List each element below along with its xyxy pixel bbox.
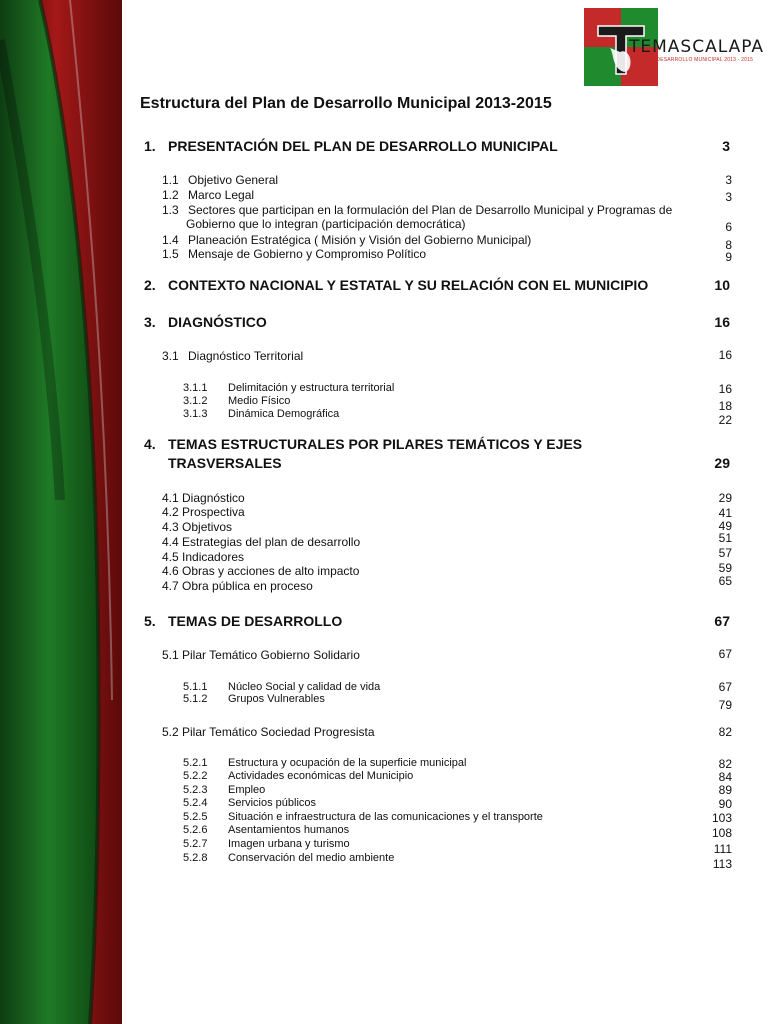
- toc-page-number: 3: [725, 190, 732, 204]
- toc-page-number: 16: [718, 382, 732, 396]
- toc-page-number: 90: [718, 797, 732, 811]
- toc-item-1-2[interactable]: [162, 188, 702, 203]
- toc-item-number: 5.2.2: [183, 770, 208, 782]
- toc-page-number: 51: [718, 531, 732, 545]
- toc-item-1-1[interactable]: [162, 173, 702, 188]
- temascalapa-logo: [584, 8, 764, 86]
- toc-page-number: 18: [718, 399, 732, 413]
- toc-item-4-1[interactable]: [162, 491, 702, 506]
- toc-section-number: 1.: [144, 138, 156, 154]
- toc-item-title: Conservación del medio ambiente: [228, 852, 395, 864]
- toc-item-4-3[interactable]: [162, 520, 702, 535]
- toc-item-1-4[interactable]: [162, 233, 702, 248]
- toc-section-title: TEMAS DE DESARROLLO: [168, 613, 343, 629]
- toc-item-number: 1.3: [162, 203, 179, 217]
- toc-section-title: TEMAS ESTRUCTURALES POR PILARES TEMÁTICOS Y EJES: [168, 436, 583, 452]
- toc-item-number: 5.1.2: [183, 693, 208, 705]
- toc-item-number: 5.2.6: [183, 824, 208, 836]
- toc-item-number: 3.1.2: [183, 395, 208, 407]
- toc-page-number: 29: [718, 491, 732, 505]
- toc-page-number: 3: [722, 138, 730, 154]
- toc-item-3-1[interactable]: [162, 349, 702, 364]
- toc-item-3-1-1[interactable]: [183, 382, 683, 395]
- toc-item-number: 5.2.1: [183, 757, 208, 769]
- toc-item-5-1[interactable]: [162, 648, 702, 663]
- toc-item-title: Situación e infraestructura de las comunicaciones y el transporte: [228, 811, 543, 823]
- toc-item-title: Imagen urbana y turismo: [228, 838, 350, 850]
- toc-item-title: Sectores que participan en la formulación del Plan de Desarrollo Municipal y Programas de: [188, 203, 673, 217]
- toc-section-title: PRESENTACIÓN DEL PLAN DE DESARROLLO MUNICIPAL: [168, 138, 558, 154]
- toc-page-number: 59: [718, 561, 732, 575]
- toc-page-number: 49: [718, 519, 732, 533]
- toc-item-1-3[interactable]: [162, 203, 702, 233]
- logo-text: TEMASCALAPA: [629, 37, 764, 57]
- toc-page-number: 79: [718, 698, 732, 712]
- toc-page-number: 111: [713, 842, 732, 856]
- toc-section-number: 4.: [144, 436, 156, 452]
- toc-item-number: 3.1.1: [183, 382, 208, 394]
- toc-item-title: 4.5 Indicadores: [162, 550, 245, 564]
- toc-page-number: 113: [712, 857, 732, 871]
- toc-item-title: Estructura y ocupación de la superficie municipal: [228, 757, 467, 769]
- toc-item-title: Objetivo General: [188, 173, 279, 187]
- toc-item-3-1-3[interactable]: [183, 408, 683, 421]
- toc-item-5-2-3[interactable]: [183, 784, 683, 797]
- toc-page-number: 57: [718, 546, 732, 560]
- toc-item-1-5[interactable]: [162, 247, 702, 262]
- toc-item-5-2-4[interactable]: [183, 797, 683, 810]
- toc-item-5-2-5[interactable]: [183, 811, 683, 824]
- toc-item-5-2[interactable]: [162, 725, 702, 740]
- toc-item-number: 1.1: [162, 173, 179, 187]
- toc-section-1[interactable]: [144, 138, 704, 156]
- toc-item-3-1-2[interactable]: [183, 395, 683, 408]
- toc-item-title: Delimitación y estructura territorial: [228, 382, 395, 394]
- toc-page-number: 84: [718, 770, 732, 784]
- toc-section-4[interactable]: [144, 436, 704, 474]
- toc-page-number: 29: [714, 455, 730, 471]
- toc-item-title: Dinámica Demográfica: [228, 408, 340, 420]
- toc-item-title: Núcleo Social y calidad de vida: [228, 681, 381, 693]
- toc-item-title: 4.7 Obra pública en proceso: [162, 579, 313, 593]
- toc-section-title: DIAGNÓSTICO: [168, 314, 267, 330]
- toc-section-number: 3.: [144, 314, 156, 330]
- toc-item-title-continued: Gobierno que lo integran (participación democrática): [186, 217, 466, 231]
- toc-page-number: 89: [718, 783, 732, 797]
- toc-item-4-7[interactable]: [162, 579, 702, 594]
- toc-item-number: 1.4: [162, 233, 179, 247]
- toc-item-title: Marco Legal: [188, 188, 255, 202]
- toc-item-5-2-2[interactable]: [183, 770, 683, 783]
- toc-page-number: 10: [714, 277, 730, 293]
- toc-page-number: 16: [718, 348, 732, 362]
- toc-item-number: 5.1.1: [183, 681, 208, 693]
- toc-item-number: 1.2: [162, 188, 179, 202]
- toc-item-title: Servicios públicos: [228, 797, 317, 809]
- toc-item-title: 4.4 Estrategias del plan de desarrollo: [162, 535, 361, 549]
- toc-item-4-2[interactable]: [162, 505, 702, 520]
- toc-page-number: 8: [725, 238, 732, 252]
- toc-page-number: 67: [718, 647, 732, 661]
- toc-item-5-2-6[interactable]: [183, 824, 683, 837]
- toc-item-5-1-2[interactable]: [183, 693, 683, 706]
- toc-item-title: Actividades económicas del Municipio: [228, 770, 414, 782]
- toc-item-number: 3.1: [162, 349, 179, 363]
- toc-item-title: 4.3 Objetivos: [162, 520, 233, 534]
- toc-item-4-6[interactable]: [162, 564, 702, 579]
- toc-section-2[interactable]: [144, 277, 704, 295]
- toc-item-number: 5.2.7: [183, 838, 208, 850]
- toc-page-number: 103: [711, 811, 732, 825]
- toc-page-number: 41: [718, 506, 732, 520]
- toc-item-number: 5.2.8: [183, 852, 208, 864]
- logo-subtitle: PLAN DE DESARROLLO MUNICIPAL 2013 - 2015: [632, 57, 754, 63]
- toc-item-title: Planeación Estratégica ( Misión y Visión del Gobierno Municipal): [188, 233, 532, 247]
- toc-item-number: 1.5: [162, 247, 179, 261]
- toc-item-number: 5.2.3: [183, 784, 208, 796]
- toc-item-title: 5.1 Pilar Temático Gobierno Solidario: [162, 648, 360, 662]
- toc-item-5-2-1[interactable]: [183, 757, 683, 770]
- toc-page-number: 16: [714, 314, 730, 330]
- toc-page-number: 108: [711, 826, 732, 840]
- toc-section-3[interactable]: [144, 314, 704, 332]
- toc-item-number: 3.1.3: [183, 408, 208, 420]
- toc-item-number: 5.2.5: [183, 811, 208, 823]
- toc-page-number: 22: [718, 413, 732, 427]
- toc-page-number: 82: [718, 757, 732, 771]
- toc-section-number: 2.: [144, 277, 156, 293]
- toc-item-4-4[interactable]: [162, 535, 702, 550]
- toc-page-number: 82: [718, 725, 732, 739]
- toc-item-title: 4.6 Obras y acciones de alto impacto: [162, 564, 360, 578]
- toc-item-title: 4.1 Diagnóstico: [162, 491, 245, 505]
- toc-section-5[interactable]: [144, 613, 704, 631]
- toc-page-number: 6: [725, 220, 732, 234]
- toc-page-number: 65: [718, 574, 732, 588]
- toc-item-title: Medio Físico: [228, 395, 291, 407]
- toc-item-title: Mensaje de Gobierno y Compromiso Político: [188, 247, 427, 261]
- toc-item-4-5[interactable]: [162, 550, 702, 565]
- toc-item-title: Asentamientos humanos: [228, 824, 350, 836]
- toc-section-title-continued: TRASVERSALES: [168, 455, 282, 471]
- toc-page-number: 67: [718, 680, 732, 694]
- toc-item-title: Diagnóstico Territorial: [188, 349, 304, 363]
- toc-item-title: Empleo: [228, 784, 266, 796]
- toc-item-title: Grupos Vulnerables: [228, 693, 325, 705]
- toc-page-number: 9: [725, 250, 732, 264]
- toc-item-number: 5.2.4: [183, 797, 208, 809]
- toc-page-number: 67: [714, 613, 730, 629]
- page-title: Estructura del Plan de Desarrollo Municipal 2013-2015: [140, 95, 552, 112]
- toc-section-number: 5.: [144, 613, 156, 629]
- toc-item-5-2-7[interactable]: [183, 838, 683, 851]
- toc-item-title: 4.2 Prospectiva: [162, 505, 245, 519]
- toc-item-5-2-8[interactable]: [183, 852, 683, 865]
- decorative-sidebar: [0, 0, 122, 1024]
- toc-page-number: 3: [725, 173, 732, 187]
- toc-item-title: 5.2 Pilar Temático Sociedad Progresista: [162, 725, 375, 739]
- toc-section-title: CONTEXTO NACIONAL Y ESTATAL Y SU RELACIÓN CON EL MUNICIPIO: [168, 277, 649, 293]
